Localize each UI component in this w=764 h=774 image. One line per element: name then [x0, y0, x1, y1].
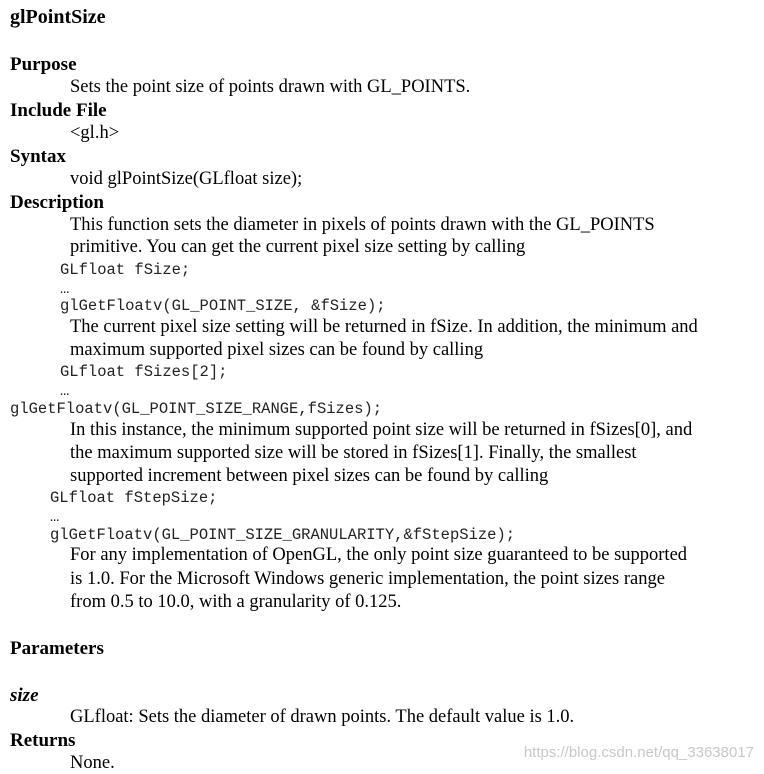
description-paragraph: supported increment between pixel sizes can be found by calling [70, 466, 549, 486]
description-paragraph: This function sets the diameter in pixels of points drawn with the GL_POINTS [70, 215, 655, 235]
parameter-name: size [10, 685, 39, 706]
include-file-heading: Include File [10, 100, 107, 121]
code-line: GLfloat fSize; [60, 261, 191, 279]
description-paragraph: maximum supported pixel sizes can be found by calling [70, 340, 484, 360]
code-line: … [60, 382, 70, 400]
code-line: GLfloat fSizes[2]; [60, 363, 228, 381]
code-line: glGetFloatv(GL_POINT_SIZE, &fSize); [60, 297, 386, 315]
watermark: https://blog.csdn.net/qq_33638017 [523, 744, 754, 761]
description-paragraph: from 0.5 to 10.0, with a granularity of 0.125. [70, 592, 402, 612]
page-title: glPointSize [10, 6, 106, 28]
description-paragraph: primitive. You can get the current pixel size setting by calling [70, 237, 526, 257]
code-line: … [50, 508, 60, 526]
description-paragraph: is 1.0. For the Microsoft Windows generic implementation, the point sizes range [70, 569, 665, 589]
purpose-heading: Purpose [10, 54, 77, 75]
returns-text: None. [70, 753, 115, 773]
parameters-heading: Parameters [10, 638, 104, 659]
code-line: glGetFloatv(GL_POINT_SIZE_GRANULARITY,&fStepSize); [50, 526, 516, 544]
include-file-text: <gl.h> [70, 123, 120, 143]
description-paragraph: The current pixel size setting will be returned in fSize. In addition, the minimum and [70, 317, 698, 337]
code-line: glGetFloatv(GL_POINT_SIZE_RANGE,fSizes); [10, 400, 383, 418]
description-heading: Description [10, 192, 104, 213]
returns-heading: Returns [10, 730, 76, 751]
description-paragraph: In this instance, the minimum supported point size will be returned in fSizes[0], and [70, 420, 693, 440]
purpose-text: Sets the point size of points drawn with GL_POINTS. [70, 77, 471, 97]
description-paragraph: the maximum supported size will be stored in fSizes[1]. Finally, the smallest [70, 443, 637, 463]
code-line: … [60, 280, 70, 298]
code-line: GLfloat fStepSize; [50, 489, 218, 507]
syntax-text: void glPointSize(GLfloat size); [70, 169, 303, 189]
syntax-heading: Syntax [10, 146, 66, 167]
parameter-description: GLfloat: Sets the diameter of drawn points. The default value is 1.0. [70, 707, 575, 727]
description-paragraph: For any implementation of OpenGL, the only point size guaranteed to be supported [70, 545, 688, 565]
